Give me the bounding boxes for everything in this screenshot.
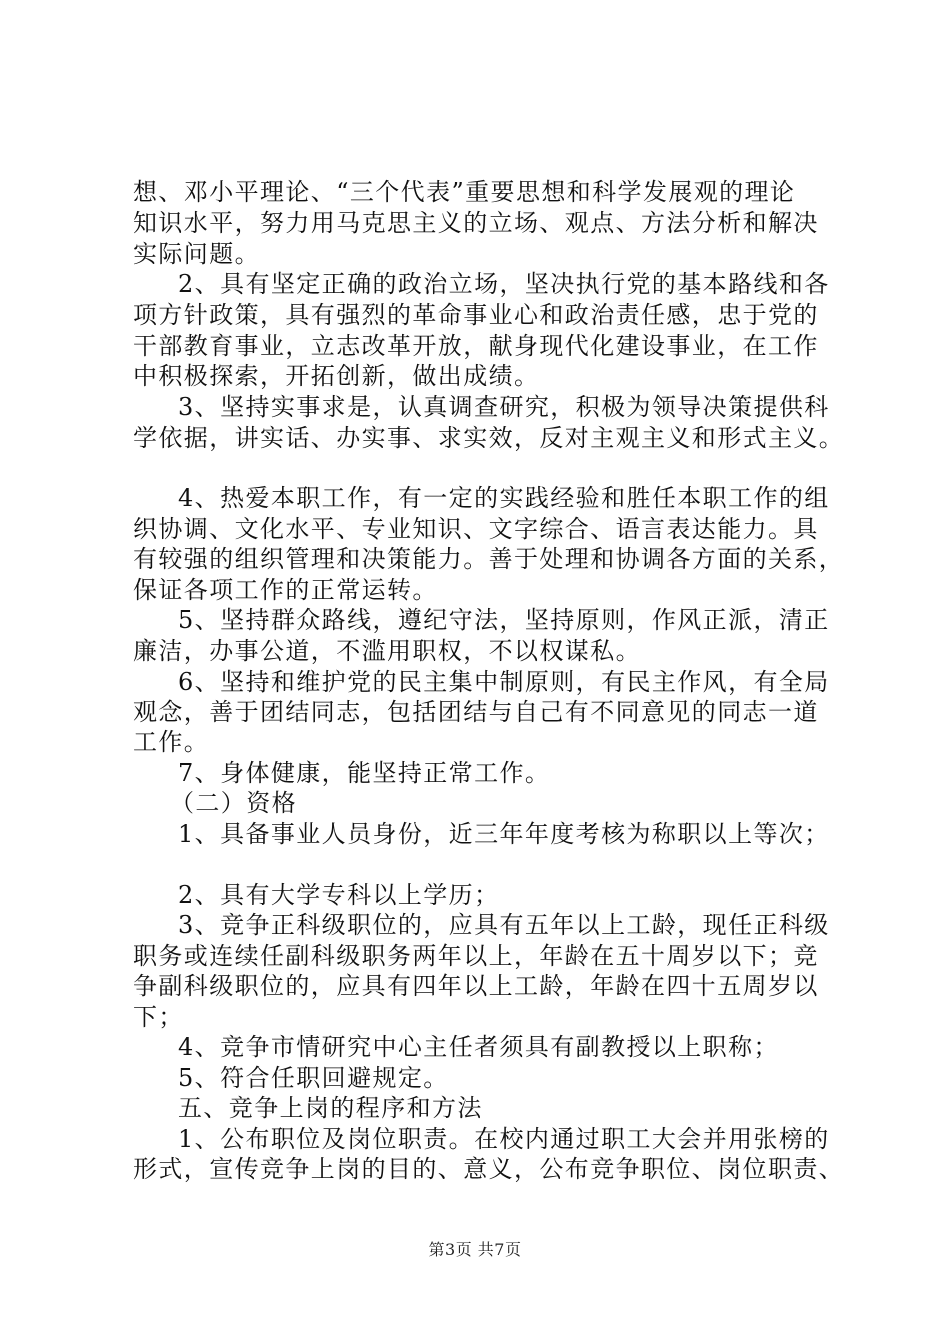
text-line: 想、邓小平理论、“三个代表”重要思想和科学发展观的理论 — [133, 178, 796, 206]
text-line: 7、身体健康，能坚持正常工作。 — [178, 759, 551, 787]
text-line: 5、符合任职回避规定。 — [178, 1064, 449, 1092]
text-line: 4、竞争市情研究中心主任者须具有副教授以上职称； — [178, 1033, 779, 1061]
text-line: 观念，善于团结同志，包括团结与自己有不同意见的同志一道 — [133, 698, 819, 726]
text-line: 2、具有坚定正确的政治立场，坚决执行党的基本路线和各 — [178, 270, 830, 298]
text-line: 干部教育事业，立志改革开放，献身现代化建设事业，在工作 — [133, 332, 819, 360]
section-heading: （二）资格 — [170, 789, 297, 817]
text-line: 职务或连续任副科级职务两年以上，年龄在五十周岁以下；竞 — [133, 942, 819, 970]
text-line: 2、具有大学专科以上学历； — [178, 881, 500, 909]
text-line: 工作。 — [133, 728, 210, 756]
text-line: 3、坚持实事求是，认真调查研究，积极为领导决策提供科 — [178, 393, 830, 421]
text-line: 1、公布职位及岗位职责。在校内通过职工大会并用张榜的 — [178, 1125, 830, 1153]
text-line: 织协调、文化水平、专业知识、文字综合、语言表达能力。具 — [133, 515, 819, 543]
text-line: 3、竞争正科级职位的，应具有五年以上工龄，现任正科级 — [178, 911, 830, 939]
text-line: 廉洁，办事公道，不滥用职权，不以权谋私。 — [133, 637, 641, 665]
text-line: 6、坚持和维护党的民主集中制原则，有民主作风，有全局 — [178, 668, 830, 696]
text-line: 中积极探索，开拓创新，做出成绩。 — [133, 362, 540, 390]
text-line: 学依据，讲实话、办实事、求实效，反对主观主义和形式主义。 — [133, 424, 845, 452]
text-line: 保证各项工作的正常运转。 — [133, 576, 438, 604]
page-number-footer: 第3页 共7页 — [428, 1240, 522, 1259]
text-line: 4、热爱本职工作，有一定的实践经验和胜任本职工作的组 — [178, 484, 830, 512]
text-line: 下； — [133, 1003, 184, 1031]
section-heading: 五、竞争上岗的程序和方法 — [178, 1094, 483, 1122]
text-line: 项方针政策，具有强烈的革命事业心和政治责任感，忠于党的 — [133, 301, 819, 329]
text-line: 有较强的组织管理和决策能力。善于处理和协调各方面的关系， — [133, 545, 845, 573]
text-line: 5、坚持群众路线，遵纪守法，坚持原则，作风正派，清正 — [178, 606, 830, 634]
text-line: 争副科级职位的，应具有四年以上工龄，年龄在四十五周岁以 — [133, 972, 819, 1000]
text-line: 1、具备事业人员身份，近三年年度考核为称职以上等次； — [178, 820, 830, 848]
text-line: 知识水平，努力用马克思主义的立场、观点、方法分析和解决 — [133, 209, 819, 237]
text-line: 实际问题。 — [133, 240, 260, 268]
text-line: 形式，宣传竞争上岗的目的、意义，公布竞争职位、岗位职责、 — [133, 1155, 845, 1183]
